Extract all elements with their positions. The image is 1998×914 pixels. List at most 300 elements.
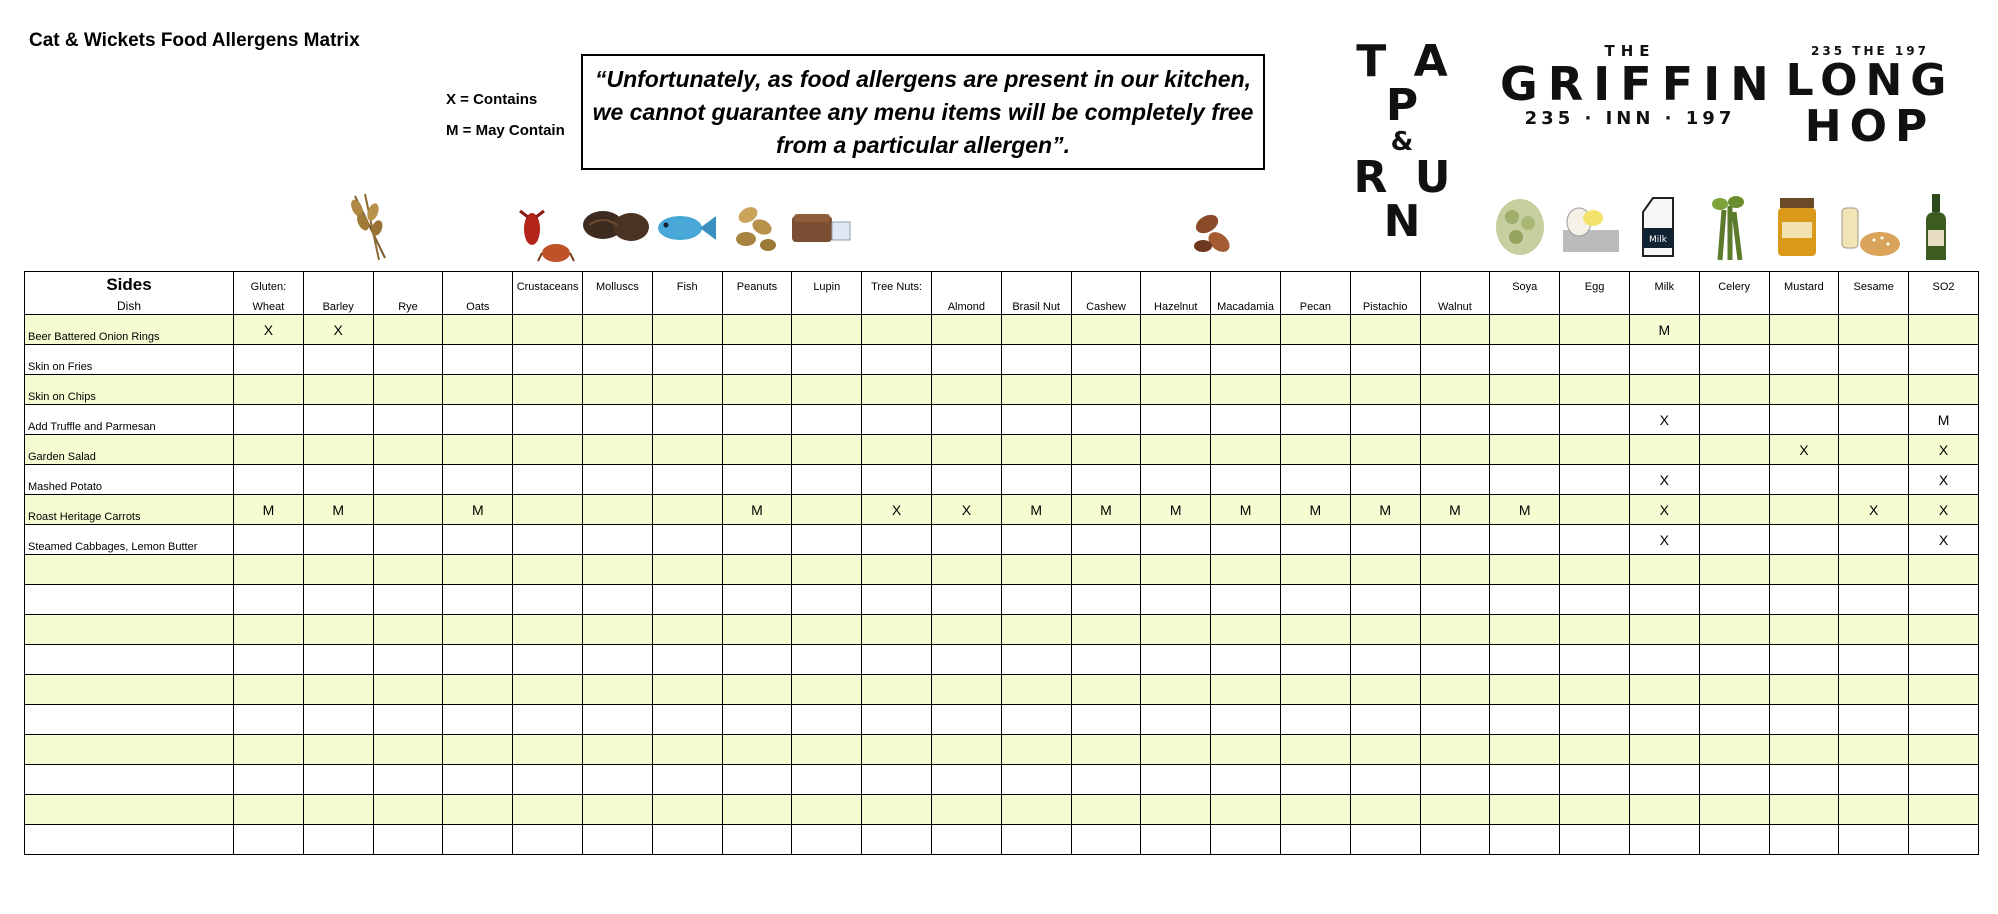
allergen-cell xyxy=(862,765,932,795)
allergen-cell xyxy=(1141,585,1211,615)
allergen-cell xyxy=(582,675,652,705)
allergen-cell xyxy=(1629,345,1699,375)
allergen-cell xyxy=(931,555,1001,585)
allergen-cell xyxy=(1839,465,1909,495)
dish-name xyxy=(25,555,234,585)
allergen-cell xyxy=(234,765,304,795)
allergen-cell xyxy=(1629,555,1699,585)
allergen-cell xyxy=(234,735,304,765)
allergen-cell xyxy=(513,555,583,585)
allergen-cell xyxy=(652,795,722,825)
allergen-cell xyxy=(513,825,583,855)
allergen-cell xyxy=(303,735,373,765)
allergen-cell xyxy=(303,525,373,555)
allergen-cell xyxy=(1141,465,1211,495)
allergen-cell xyxy=(652,375,722,405)
allergen-cell xyxy=(1211,465,1281,495)
celery-icon xyxy=(1700,190,1756,264)
egg-icon xyxy=(1557,196,1623,258)
allergen-cell xyxy=(582,435,652,465)
allergen-cell xyxy=(1350,375,1420,405)
column-header-bottom: Rye xyxy=(398,301,418,313)
allergen-cell xyxy=(1839,645,1909,675)
allergen-cell xyxy=(1769,375,1839,405)
allergen-cell xyxy=(1420,465,1490,495)
allergen-cell xyxy=(1420,315,1490,345)
allergen-cell xyxy=(1560,645,1630,675)
allergen-cell xyxy=(1699,645,1769,675)
allergen-cell xyxy=(582,555,652,585)
allergen-column-header xyxy=(443,272,513,315)
allergen-cell xyxy=(1769,465,1839,495)
allergen-cell xyxy=(1211,375,1281,405)
allergen-cell xyxy=(1699,795,1769,825)
allergen-cell: X xyxy=(1839,495,1909,525)
allergen-cell xyxy=(443,465,513,495)
allergen-cell xyxy=(582,615,652,645)
allergen-cell xyxy=(1769,735,1839,765)
allergen-cell xyxy=(1350,795,1420,825)
dish-name xyxy=(25,825,234,855)
table-row xyxy=(25,675,1979,705)
column-header-bottom: Barley xyxy=(322,301,354,313)
allergen-cell xyxy=(1280,825,1350,855)
allergen-cell xyxy=(1001,825,1071,855)
allergen-cell: X xyxy=(234,315,304,345)
allergen-cell xyxy=(303,375,373,405)
column-header-top: Sesame xyxy=(1853,281,1894,293)
dish-column-header xyxy=(25,272,234,315)
allergen-cell xyxy=(373,375,443,405)
allergen-cell xyxy=(1001,645,1071,675)
allergen-cell xyxy=(1909,555,1979,585)
allergen-cell xyxy=(373,645,443,675)
allergen-cell xyxy=(862,675,932,705)
allergen-cell xyxy=(931,465,1001,495)
allergen-cell xyxy=(1699,735,1769,765)
allergen-cell xyxy=(1350,465,1420,495)
allergen-matrix-table xyxy=(24,271,1979,855)
allergen-cell xyxy=(1909,705,1979,735)
allergen-cell xyxy=(1839,615,1909,645)
allergen-cell xyxy=(1490,375,1560,405)
allergen-cell xyxy=(1699,825,1769,855)
allergen-cell xyxy=(931,705,1001,735)
column-header-bottom: Oats xyxy=(466,301,490,313)
allergen-cell xyxy=(931,675,1001,705)
allergen-cell xyxy=(513,675,583,705)
allergen-cell xyxy=(1629,735,1699,765)
allergen-cell xyxy=(1350,315,1420,345)
allergen-cell xyxy=(1699,315,1769,345)
allergen-cell xyxy=(1909,735,1979,765)
soya-icon xyxy=(1490,193,1550,261)
allergen-cell xyxy=(1490,525,1560,555)
allergen-cell xyxy=(1560,615,1630,645)
allergen-cell xyxy=(862,825,932,855)
allergen-cell: M xyxy=(1420,495,1490,525)
svg-text:Milk: Milk xyxy=(1649,235,1667,245)
allergen-cell xyxy=(1001,615,1071,645)
allergen-cell xyxy=(722,735,792,765)
allergen-cell xyxy=(234,345,304,375)
allergen-cell xyxy=(513,765,583,795)
allergen-cell xyxy=(303,585,373,615)
allergen-cell xyxy=(1560,405,1630,435)
allergen-cell xyxy=(1490,675,1560,705)
allergen-column-header xyxy=(513,272,583,315)
allergen-cell xyxy=(652,615,722,645)
allergen-cell xyxy=(582,375,652,405)
allergen-column-header xyxy=(1071,272,1141,315)
allergen-cell: M xyxy=(234,495,304,525)
allergen-column-header xyxy=(722,272,792,315)
allergen-cell xyxy=(1769,765,1839,795)
allergen-cell xyxy=(1560,495,1630,525)
allergen-cell xyxy=(1490,345,1560,375)
allergen-cell xyxy=(931,375,1001,405)
allergen-cell: M xyxy=(722,495,792,525)
allergen-cell xyxy=(1909,345,1979,375)
allergen-cell xyxy=(722,315,792,345)
allergen-notice: “Unfortunately, as food allergens are present in our kitchen, we cannot guarantee any menu items will be completely free from a particular allergen”. xyxy=(581,54,1265,170)
allergen-cell xyxy=(1560,555,1630,585)
allergen-cell xyxy=(652,645,722,675)
peanut-icon xyxy=(728,197,784,255)
allergen-cell xyxy=(1699,375,1769,405)
allergen-cell xyxy=(862,585,932,615)
column-header-bottom: Cashew xyxy=(1086,301,1126,313)
allergen-cell xyxy=(862,795,932,825)
allergen-cell xyxy=(1839,315,1909,345)
allergen-column-header xyxy=(582,272,652,315)
allergen-cell xyxy=(303,825,373,855)
allergen-cell xyxy=(1909,645,1979,675)
allergen-cell xyxy=(862,375,932,405)
allergen-cell xyxy=(1769,585,1839,615)
allergen-cell xyxy=(1141,525,1211,555)
allergen-column-header xyxy=(1839,272,1909,315)
allergen-cell xyxy=(1629,825,1699,855)
allergen-cell xyxy=(652,705,722,735)
fish-icon xyxy=(652,208,718,248)
allergen-cell xyxy=(792,795,862,825)
table-row xyxy=(25,735,1979,765)
allergen-cell xyxy=(234,825,304,855)
allergen-cell xyxy=(1490,795,1560,825)
allergen-cell xyxy=(373,465,443,495)
allergen-cell xyxy=(1001,345,1071,375)
allergen-cell xyxy=(1280,465,1350,495)
allergen-cell xyxy=(1350,525,1420,555)
allergen-cell xyxy=(1769,615,1839,645)
allergen-cell xyxy=(1560,315,1630,345)
allergen-column-header xyxy=(1909,272,1979,315)
allergen-cell xyxy=(1490,825,1560,855)
allergen-cell xyxy=(1001,675,1071,705)
allergen-cell xyxy=(513,705,583,735)
allergen-cell xyxy=(1629,675,1699,705)
allergen-cell xyxy=(722,525,792,555)
allergen-cell xyxy=(443,585,513,615)
allergen-cell xyxy=(582,495,652,525)
allergen-cell xyxy=(303,765,373,795)
column-header-top: Lupin xyxy=(813,281,841,293)
allergen-cell: X xyxy=(1629,405,1699,435)
allergen-cell xyxy=(1699,435,1769,465)
allergen-cell xyxy=(1420,645,1490,675)
allergen-cell xyxy=(1071,615,1141,645)
allergen-cell xyxy=(373,555,443,585)
table-row xyxy=(25,315,1979,345)
allergen-cell xyxy=(303,555,373,585)
allergen-cell xyxy=(862,705,932,735)
allergen-cell xyxy=(1211,795,1281,825)
allergen-cell xyxy=(1280,435,1350,465)
column-header-top: Milk xyxy=(1654,281,1675,293)
allergen-cell xyxy=(862,555,932,585)
allergen-column-header xyxy=(931,272,1001,315)
allergen-cell xyxy=(582,315,652,345)
allergen-cell xyxy=(373,345,443,375)
allergen-cell xyxy=(1769,315,1839,345)
allergen-cell xyxy=(862,645,932,675)
allergen-cell xyxy=(1350,405,1420,435)
allergen-cell xyxy=(1280,525,1350,555)
table-row xyxy=(25,525,1979,555)
dish-name: Steamed Cabbages, Lemon Butter xyxy=(25,525,234,555)
sesame-icon xyxy=(1838,200,1902,260)
allergen-cell xyxy=(303,345,373,375)
allergen-column-header xyxy=(1560,272,1630,315)
allergen-cell xyxy=(234,645,304,675)
dish-name xyxy=(25,795,234,825)
allergen-cell xyxy=(792,375,862,405)
allergen-column-header xyxy=(1350,272,1420,315)
allergen-cell xyxy=(792,705,862,735)
allergen-cell xyxy=(513,435,583,465)
allergen-cell: X xyxy=(1909,495,1979,525)
allergen-cell: X xyxy=(1909,465,1979,495)
allergen-cell xyxy=(862,465,932,495)
allergen-cell xyxy=(1420,585,1490,615)
allergen-cell xyxy=(582,735,652,765)
column-header-top: Fish xyxy=(676,281,698,293)
allergen-cell xyxy=(443,345,513,375)
allergen-cell xyxy=(1141,345,1211,375)
table-row xyxy=(25,705,1979,735)
allergen-cell xyxy=(1280,705,1350,735)
allergen-cell xyxy=(1629,705,1699,735)
allergen-cell xyxy=(862,735,932,765)
allergen-cell xyxy=(722,435,792,465)
allergen-cell xyxy=(722,705,792,735)
allergen-cell xyxy=(792,465,862,495)
allergen-cell xyxy=(1909,615,1979,645)
allergen-cell xyxy=(1211,585,1281,615)
allergen-cell xyxy=(1839,405,1909,435)
allergen-cell xyxy=(931,435,1001,465)
allergen-cell xyxy=(1769,345,1839,375)
allergen-cell xyxy=(1280,765,1350,795)
mustard-icon xyxy=(1772,192,1822,260)
allergen-cell xyxy=(1420,705,1490,735)
allergen-cell: X xyxy=(1629,465,1699,495)
allergen-cell xyxy=(443,705,513,735)
allergen-cell xyxy=(1839,525,1909,555)
allergen-cell xyxy=(652,495,722,525)
allergen-cell xyxy=(373,315,443,345)
allergen-cell xyxy=(792,405,862,435)
allergen-cell xyxy=(1629,795,1699,825)
allergen-cell xyxy=(1141,675,1211,705)
dish-name xyxy=(25,675,234,705)
allergen-cell xyxy=(513,465,583,495)
allergen-cell xyxy=(582,585,652,615)
column-header-bottom: Pistachio xyxy=(1362,301,1408,313)
allergen-cell xyxy=(303,645,373,675)
allergen-cell xyxy=(1839,735,1909,765)
allergen-cell xyxy=(1141,615,1211,645)
allergen-cell xyxy=(443,375,513,405)
allergen-cell xyxy=(1350,555,1420,585)
column-header-top: Soya xyxy=(1512,281,1538,293)
tap-and-run-logo: T A P & R U N xyxy=(1353,36,1457,247)
allergen-cell: M xyxy=(1071,495,1141,525)
allergen-cell xyxy=(513,735,583,765)
allergen-cell xyxy=(234,525,304,555)
column-header-top: Crustaceans xyxy=(516,281,579,293)
allergen-column-header xyxy=(862,272,932,315)
allergen-cell xyxy=(1839,555,1909,585)
allergen-cell xyxy=(931,825,1001,855)
allergen-cell xyxy=(1769,795,1839,825)
allergen-cell xyxy=(443,615,513,645)
allergen-cell xyxy=(1211,675,1281,705)
allergen-cell xyxy=(1629,585,1699,615)
allergen-cell xyxy=(513,495,583,525)
allergen-cell xyxy=(931,345,1001,375)
allergen-cell xyxy=(862,405,932,435)
allergen-cell xyxy=(373,405,443,435)
allergen-cell xyxy=(513,525,583,555)
allergen-cell xyxy=(1560,825,1630,855)
allergen-cell xyxy=(1350,435,1420,465)
allergen-cell xyxy=(1490,435,1560,465)
allergen-cell xyxy=(1211,615,1281,645)
allergen-cell xyxy=(1629,435,1699,465)
allergen-cell xyxy=(1699,525,1769,555)
allergen-cell xyxy=(1001,405,1071,435)
column-header-top: Tree Nuts: xyxy=(871,281,923,293)
allergen-cell xyxy=(1420,615,1490,645)
allergen-cell xyxy=(1629,645,1699,675)
allergen-cell xyxy=(652,345,722,375)
allergen-cell xyxy=(1699,705,1769,735)
allergen-cell xyxy=(373,585,443,615)
allergen-cell xyxy=(722,765,792,795)
allergen-cell xyxy=(373,795,443,825)
column-header-top: Celery xyxy=(1718,281,1751,293)
allergen-cell xyxy=(1560,705,1630,735)
allergen-cell: M xyxy=(1350,495,1420,525)
allergen-cell: X xyxy=(303,315,373,345)
allergen-cell xyxy=(1071,585,1141,615)
allergen-cell xyxy=(234,435,304,465)
crustacean-icon xyxy=(510,203,576,267)
allergen-cell xyxy=(722,465,792,495)
table-row xyxy=(25,555,1979,585)
allergen-cell xyxy=(1699,765,1769,795)
mollusc-icon xyxy=(581,203,651,247)
dish-label: Dish xyxy=(116,299,141,313)
allergen-cell xyxy=(582,705,652,735)
allergen-cell xyxy=(1769,405,1839,435)
allergen-cell xyxy=(1560,345,1630,375)
allergen-cell: M xyxy=(1629,315,1699,345)
allergen-cell xyxy=(1909,315,1979,345)
allergen-cell xyxy=(1071,465,1141,495)
column-header-bottom: Brasil Nut xyxy=(1012,301,1060,313)
allergen-cell xyxy=(1141,315,1211,345)
allergen-cell xyxy=(1350,675,1420,705)
dish-name xyxy=(25,735,234,765)
wheat-icon xyxy=(335,188,405,264)
allergen-cell xyxy=(652,435,722,465)
allergen-cell xyxy=(792,825,862,855)
allergen-cell xyxy=(1350,765,1420,795)
allergen-cell xyxy=(303,615,373,645)
allergen-cell xyxy=(1769,495,1839,525)
allergen-cell xyxy=(1001,315,1071,345)
allergen-cell xyxy=(513,375,583,405)
allergen-cell xyxy=(1490,585,1560,615)
allergen-cell xyxy=(443,825,513,855)
dish-name: Beer Battered Onion Rings xyxy=(25,315,234,345)
allergen-cell xyxy=(1280,645,1350,675)
allergen-cell xyxy=(1560,765,1630,795)
allergen-column-header xyxy=(1141,272,1211,315)
allergen-cell xyxy=(652,525,722,555)
column-header-bottom: Hazelnut xyxy=(1154,301,1198,313)
allergen-cell xyxy=(722,615,792,645)
allergen-cell xyxy=(792,525,862,555)
allergen-cell xyxy=(582,525,652,555)
allergen-cell xyxy=(1141,825,1211,855)
allergen-cell xyxy=(1071,765,1141,795)
allergen-cell xyxy=(443,645,513,675)
allergen-cell xyxy=(1490,465,1560,495)
allergen-cell xyxy=(722,345,792,375)
allergen-cell xyxy=(1839,825,1909,855)
table-row xyxy=(25,405,1979,435)
allergen-cell xyxy=(1420,795,1490,825)
allergen-cell xyxy=(234,465,304,495)
allergen-column-header xyxy=(1211,272,1281,315)
allergen-cell xyxy=(1560,375,1630,405)
table-row xyxy=(25,465,1979,495)
allergen-cell xyxy=(931,405,1001,435)
dish-name xyxy=(25,645,234,675)
allergen-cell xyxy=(234,585,304,615)
allergen-cell xyxy=(513,795,583,825)
allergen-cell xyxy=(443,525,513,555)
allergen-cell xyxy=(443,555,513,585)
column-header-top: Mustard xyxy=(1784,281,1824,293)
allergen-cell xyxy=(862,615,932,645)
allergen-cell xyxy=(1560,525,1630,555)
allergen-cell xyxy=(1629,615,1699,645)
